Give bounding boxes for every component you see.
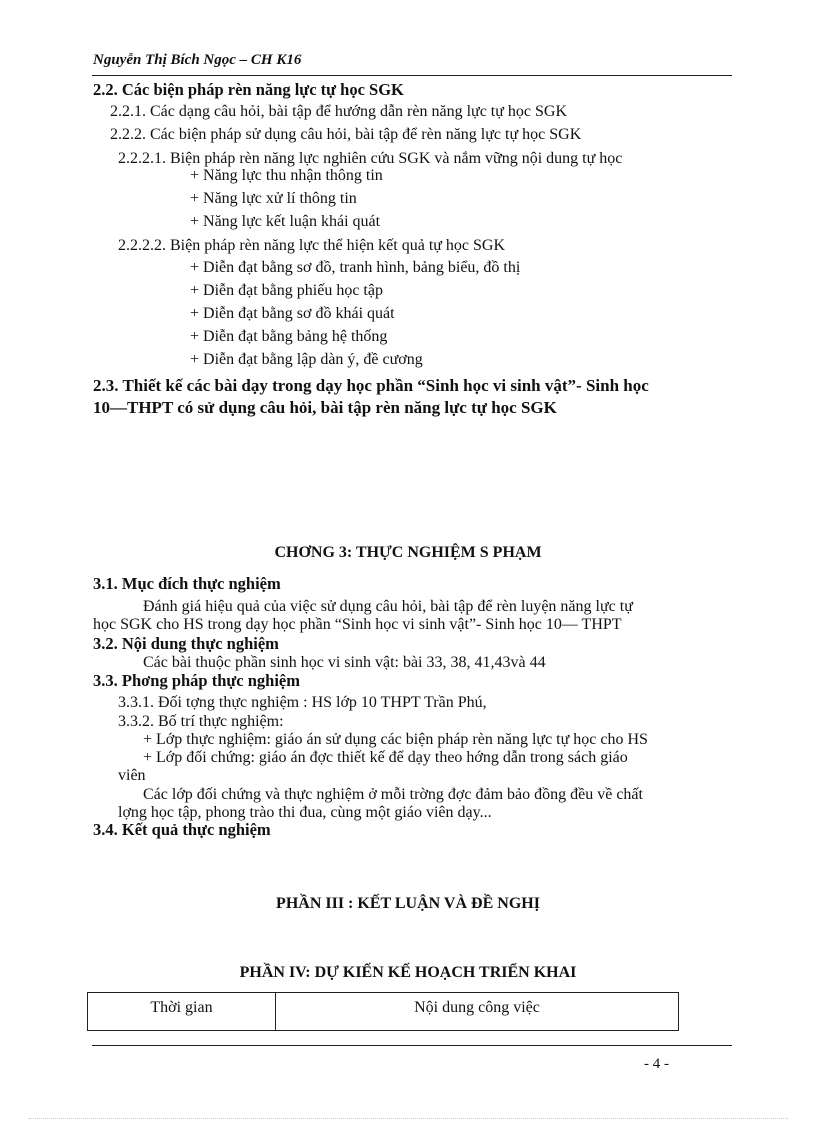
page-number: - 4 -	[644, 1056, 669, 1072]
section-2-2-heading: 2.2. Các biện pháp rèn năng lực tự học SGK	[93, 80, 404, 99]
table-header-time: Thời gian	[88, 993, 276, 1030]
section-3-3-2: 3.3.2. Bố trí thực nghiệm:	[118, 713, 284, 730]
page-edge	[28, 1118, 788, 1119]
section-2-2-1: 2.2.1. Các dạng câu hỏi, bài tập để hướng dẫn rèn năng lực tự học SGK	[110, 103, 568, 120]
list-item: + Lớp thực nghiệm: giáo án sử dụng các biện pháp rèn năng lực tự học cho HS	[143, 731, 648, 748]
paragraph-line1: Các lớp đối chứng và thực nghiệm ở mỗi trờng đợc đảm bảo đồng đều về chất	[143, 786, 643, 803]
list-item: + Lớp đối chứng: giáo án đợc thiết kế để dạy theo hớng dẫn trong sách giáo	[143, 749, 628, 766]
list-item: + Diễn đạt bằng bảng hệ thống	[190, 328, 388, 345]
list-item: + Diễn đạt bằng lập dàn ý, đề cương	[190, 351, 423, 368]
header-rule	[92, 75, 732, 76]
section-3-1-paragraph-line1: Đánh giá hiệu quả của việc sử dụng câu hỏi, bài tập để rèn luyện năng lực tự	[143, 598, 633, 615]
footer-rule	[92, 1045, 732, 1046]
running-header: Nguyễn Thị Bích Ngọc – CH K16	[93, 52, 302, 68]
section-2-3-heading-line1: 2.3. Thiết kế các bài dạy trong dạy học phần “Sinh học vi sinh vật”- Sinh học	[93, 376, 649, 395]
section-2-2-2-1: 2.2.2.1. Biện pháp rèn năng lực nghiên cứu SGK và nắm vững nội dung tự học	[118, 150, 623, 167]
section-2-2-2-2: 2.2.2.2. Biện pháp rèn năng lực thể hiện kết quả tự học SGK	[118, 237, 506, 254]
list-item: + Diễn đạt bằng sơ đồ, tranh hình, bảng biểu, đồ thị	[190, 259, 521, 276]
table-header-content: Nội dung công việc	[414, 999, 540, 1016]
chapter-3-title: CHƠNG 3: THỰC NGHIỆM S PHẠM	[274, 544, 542, 561]
section-3-2-paragraph: Các bài thuộc phần sinh học vi sinh vật: bài 33, 38, 41,43và 44	[143, 654, 546, 671]
list-item-continuation: viên	[118, 767, 146, 784]
section-3-4-heading: 3.4. Kết quả thực nghiệm	[93, 820, 271, 839]
list-item: + Năng lực xử lí thông tin	[190, 190, 357, 207]
list-item: + Diễn đạt bằng phiếu học tập	[190, 282, 383, 299]
part-4-title: PHẦN IV: DỰ KIẾN KẾ HOẠCH TRIỂN KHAI	[239, 964, 577, 981]
paragraph-line2: lợng học tập, phong trào thi đua, cùng một giáo viên dạy...	[118, 804, 492, 821]
part-3-title: PHẦN III : KẾT LUẬN VÀ ĐỀ NGHỊ	[276, 895, 540, 912]
list-item: + Diễn đạt bằng sơ đồ khái quát	[190, 305, 395, 322]
section-2-3-heading-line2: 10—THPT có sử dụng câu hỏi, bài tập rèn năng lực tự học SGK	[93, 398, 557, 417]
section-3-3-heading: 3.3. Phơng pháp thực nghiệm	[93, 671, 300, 690]
section-3-1-heading: 3.1. Mục đích thực nghiệm	[93, 574, 281, 593]
section-3-2-heading: 3.2. Nội dung thực nghiệm	[93, 634, 279, 653]
section-2-2-2: 2.2.2. Các biện pháp sử dụng câu hỏi, bài tập để rèn năng lực tự học SGK	[110, 126, 582, 143]
section-3-3-1: 3.3.1. Đối tợng thực nghiệm : HS lớp 10 THPT Trần Phú,	[118, 694, 487, 711]
list-item: + Năng lực kết luận khái quát	[190, 213, 381, 230]
list-item: + Năng lực thu nhận thông tin	[190, 167, 383, 184]
section-3-1-paragraph-line2: học SGK cho HS trong dạy học phần “Sinh học vi sinh vật”- Sinh học 10— THPT	[93, 616, 622, 633]
schedule-table	[87, 992, 679, 1031]
